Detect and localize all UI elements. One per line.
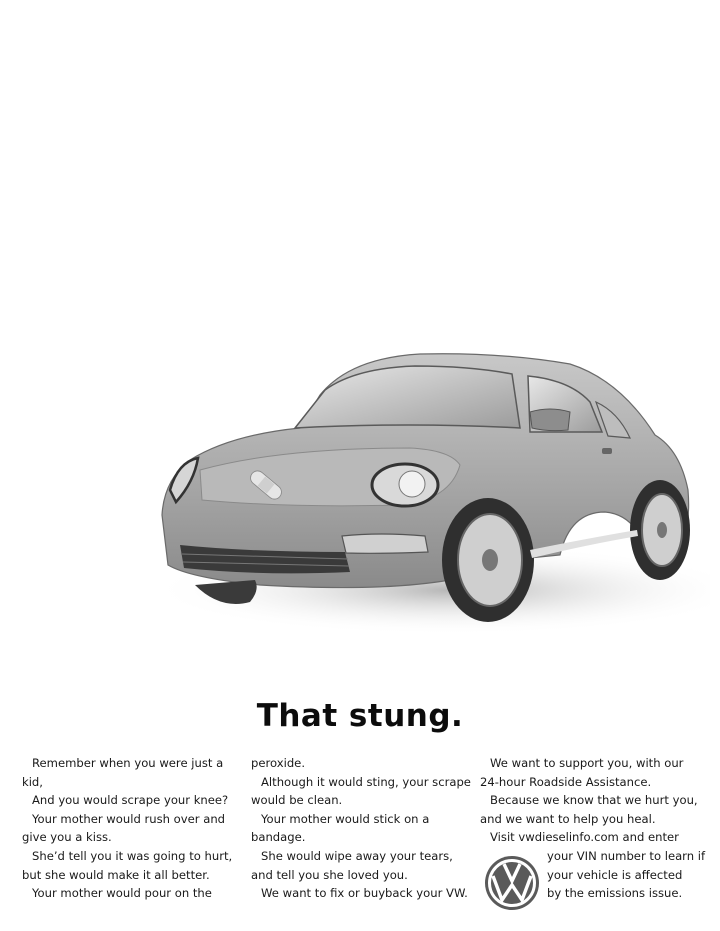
body-column-1 (22, 754, 242, 903)
body-line: We want to support you, with our (490, 756, 684, 770)
body-line: Although it would sting, your scrape (261, 774, 471, 789)
body-line: would be clean. (251, 793, 343, 808)
body-line: by the emissions issue. (547, 886, 683, 901)
body-line: and we want to help you heal. (480, 811, 656, 826)
body-line: but she would make it all better. (22, 867, 210, 882)
headline: That stung. (256, 698, 464, 734)
body-line: Your mother would stick on a (261, 811, 430, 826)
body-line: Because we know that we hurt you, (490, 793, 698, 808)
body-line: Your mother would pour on the (32, 886, 212, 901)
body-line: Your mother would rush over and (32, 811, 226, 826)
body-line: 24-hour Roadside Assistance. (480, 774, 652, 789)
body-line: your VIN number to learn if (547, 848, 706, 863)
body-line: She would wipe away your tears, (261, 848, 453, 863)
body-line: your vehicle is affected (547, 867, 683, 882)
car-image (150, 340, 710, 640)
body-line: bandage. (251, 830, 306, 845)
body-line: She’d tell you it was going to hurt, (32, 848, 233, 863)
body-line: Remember when you were just a (32, 756, 224, 770)
body-line: We want to fix or buyback your VW. (261, 886, 468, 901)
body-column-2 (251, 754, 471, 903)
body-line: And you would scrape your knee? (32, 793, 229, 808)
vw-logo-icon (484, 855, 540, 911)
body-line: peroxide. (251, 756, 306, 770)
body-line: kid, (22, 774, 43, 789)
body-line: Visit vwdieselinfo.com and enter (490, 830, 679, 845)
body-line: and tell you she loved you. (251, 867, 408, 882)
body-line: give you a kiss. (22, 830, 112, 845)
